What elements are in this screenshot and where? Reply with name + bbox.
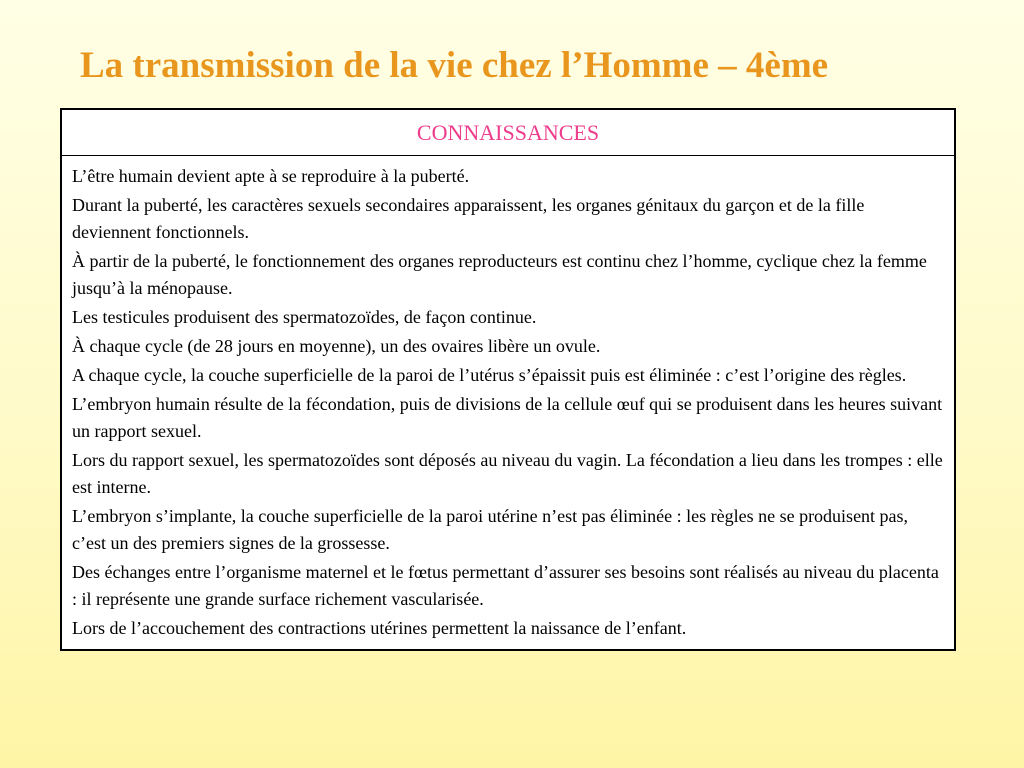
list-item: Lors de l’accouchement des contractions utérines permettent la naissance de l’enfant. <box>72 618 687 638</box>
list-item: L’être humain devient apte à se reproduire à la puberté. <box>72 166 470 186</box>
list-item: L’embryon s’implante, la couche superficielle de la paroi utérine n’est pas éliminée : les règles ne se produisent pas, c’est un des premiers signes de la grossesse. <box>72 506 909 553</box>
list-item: À partir de la puberté, le fonctionnement des organes reproducteurs est continu chez l’homme, cyclique chez la femme jusqu’à la ménopause. <box>72 251 927 298</box>
slide-title: La transmission de la vie chez l’Homme – 4ème <box>80 45 829 86</box>
list-item: L’embryon humain résulte de la fécondation, puis de divisions de la cellule œuf qui se produisent dans les heures suivant un rapport sexuel. <box>72 394 943 441</box>
list-item: A chaque cycle, la couche superficielle de la paroi de l’utérus s’épaissit puis est éliminée : c’est l’origine des règles. <box>72 365 907 385</box>
list-item: Lors du rapport sexuel, les spermatozoïdes sont déposés au niveau du vagin. La fécondation a lieu dans les trompes : elle est interne. <box>72 450 943 497</box>
table-header: CONNAISSANCES <box>62 110 954 156</box>
list-item: À chaque cycle (de 28 jours en moyenne), un des ovaires libère un ovule. <box>72 336 601 356</box>
knowledge-table <box>60 108 956 651</box>
list-item: Les testicules produisent des spermatozoïdes, de façon continue. <box>72 307 537 327</box>
table-body <box>62 156 954 649</box>
list-item: Durant la puberté, les caractères sexuels secondaires apparaissent, les organes génitaux du garçon et de la fille deviennent fonctionnels. <box>72 195 865 242</box>
list-item: Des échanges entre l’organisme maternel et le fœtus permettant d’assurer ses besoins sont réalisés au niveau du placenta : il représente une grande surface richement vascularisée. <box>72 562 939 609</box>
